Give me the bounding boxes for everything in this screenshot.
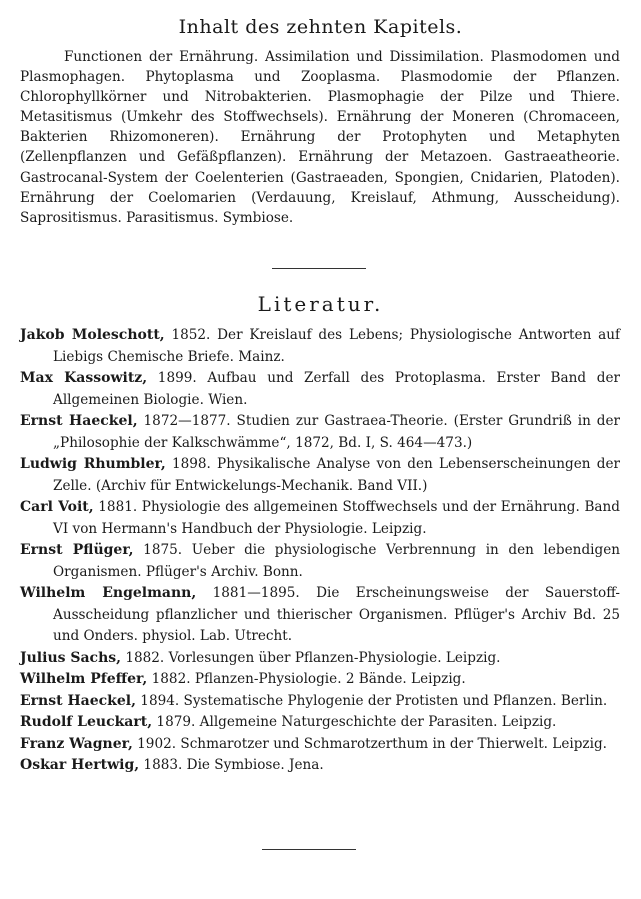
reference-text: 1881—1895. Die Erscheinungsweise der Sauerstoff-Ausscheidung pflanzlicher und thierischer Organismen. Pflüger's Archiv Bd. 25 und Onders. physiol. Lab. Utrecht.: [53, 585, 621, 644]
reference-item: [20, 691, 620, 713]
reference-author: Carl Voit,: [20, 499, 94, 515]
reference-item: [20, 712, 620, 734]
reference-author: Jakob Moleschott,: [20, 327, 165, 343]
reference-text: 1894. Systematische Phylogenie der Protisten und Pflanzen. Berlin.: [135, 692, 608, 709]
reference-author: Ludwig Rhumbler,: [20, 456, 166, 472]
reference-text: 1879. Allgemeine Naturgeschichte der Parasiten. Leipzig.: [152, 714, 557, 730]
reference-author: Oskar Hertwig,: [20, 757, 140, 773]
reference-item: [20, 540, 620, 583]
reference-item: [20, 669, 620, 691]
reference-text: 1872—1877. Studien zur Gastraea-Theorie. (Erster Grundriß in der „Philosophie der Kalkschwämme“, 1872, Bd. I, S. 464—473.): [53, 413, 620, 451]
chapter-contents-title: Inhalt des zehnten Kapitels.: [178, 16, 463, 38]
reference-item: [20, 755, 620, 777]
reference-text: 1899. Aufbau und Zerfall des Protoplasma. Erster Band der Allgemeinen Biologie. Wien.: [53, 370, 620, 408]
reference-author: Ernst Haeckel,: [20, 692, 136, 709]
reference-author: Ernst Pflüger,: [20, 542, 134, 558]
reference-text: 1882. Pflanzen-Physiologie. 2 Bände. Leipzig.: [147, 671, 466, 687]
reference-text: 1881. Physiologie des allgemeinen Stoffwechsels und der Ernährung. Band VI von Hermann's Handbuch der Physiologie. Leipzig.: [53, 499, 620, 537]
section-divider: [272, 268, 366, 269]
reference-item: [20, 583, 620, 648]
reference-text: 1875. Ueber die physiologische Verbrennung in den lebendigen Organismen. Pflüger's Archiv. Bonn.: [53, 542, 620, 580]
reference-author: Rudolf Leuckart,: [20, 714, 153, 730]
reference-text: 1902. Schmarotzer und Schmarotzerthum in der Thierwelt. Leipzig.: [132, 735, 607, 752]
reference-list: [20, 325, 620, 777]
reference-item: [20, 368, 620, 411]
reference-item: [20, 734, 620, 756]
reference-author: Julius Sachs,: [20, 649, 122, 666]
reference-item: [20, 497, 620, 540]
reference-item: [20, 454, 620, 497]
reference-author: Franz Wagner,: [20, 735, 133, 752]
reference-author: Max Kassowitz,: [20, 370, 148, 386]
chapter-summary: Functionen der Ernährung. Assimilation und Dissimilation. Plasmodomen und Plasmophagen. Phytoplasma und Zooplasma. Plasmodomie der Pflanzen. Chlorophyllkörner und Nitrobakterien. Plasmophagie der Pilze und Thiere. Metasitismus (Umkehr des Stoffwechsels). Ernährung der Moneren (Chromaceen, Bakterien Rhizomoneren). Ernährung der Protophyten und Metaphyten (Zellenpflanzen und Gefäßpflanzen). Ernährung der Metazoen. Gastraeatheorie. Gastrocanal-System der Coelenterien (Gastraeaden, Spongien, Cnidarien, Platoden). Ernährung der Coelomarien (Verdauung, Kreislauf, Athmung, Ausscheidung). Saprositismus. Parasitismus. Symbiose.: [20, 49, 620, 226]
reference-item: [20, 648, 620, 670]
reference-text: 1882. Vorlesungen über Pflanzen-Physiologie. Leipzig.: [121, 649, 501, 666]
reference-text: 1883. Die Symbiose. Jena.: [139, 757, 324, 773]
reference-item: [20, 411, 620, 454]
reference-text: 1898. Physikalische Analyse von den Lebenserscheinungen der Zelle. (Archiv für Entwickelungs-Mechanik. Band VII.): [53, 456, 620, 494]
reference-text: 1852. Der Kreislauf des Lebens; Physiologische Antworten auf Liebigs Chemische Briefe. Mainz.: [53, 327, 620, 365]
reference-author: Ernst Haeckel,: [20, 413, 138, 429]
literature-heading: Literatur.: [257, 292, 384, 316]
section-divider: [262, 849, 356, 850]
reference-author: Wilhelm Engelmann,: [20, 585, 197, 601]
reference-author: Wilhelm Pfeffer,: [20, 671, 148, 687]
reference-item: [20, 325, 620, 368]
